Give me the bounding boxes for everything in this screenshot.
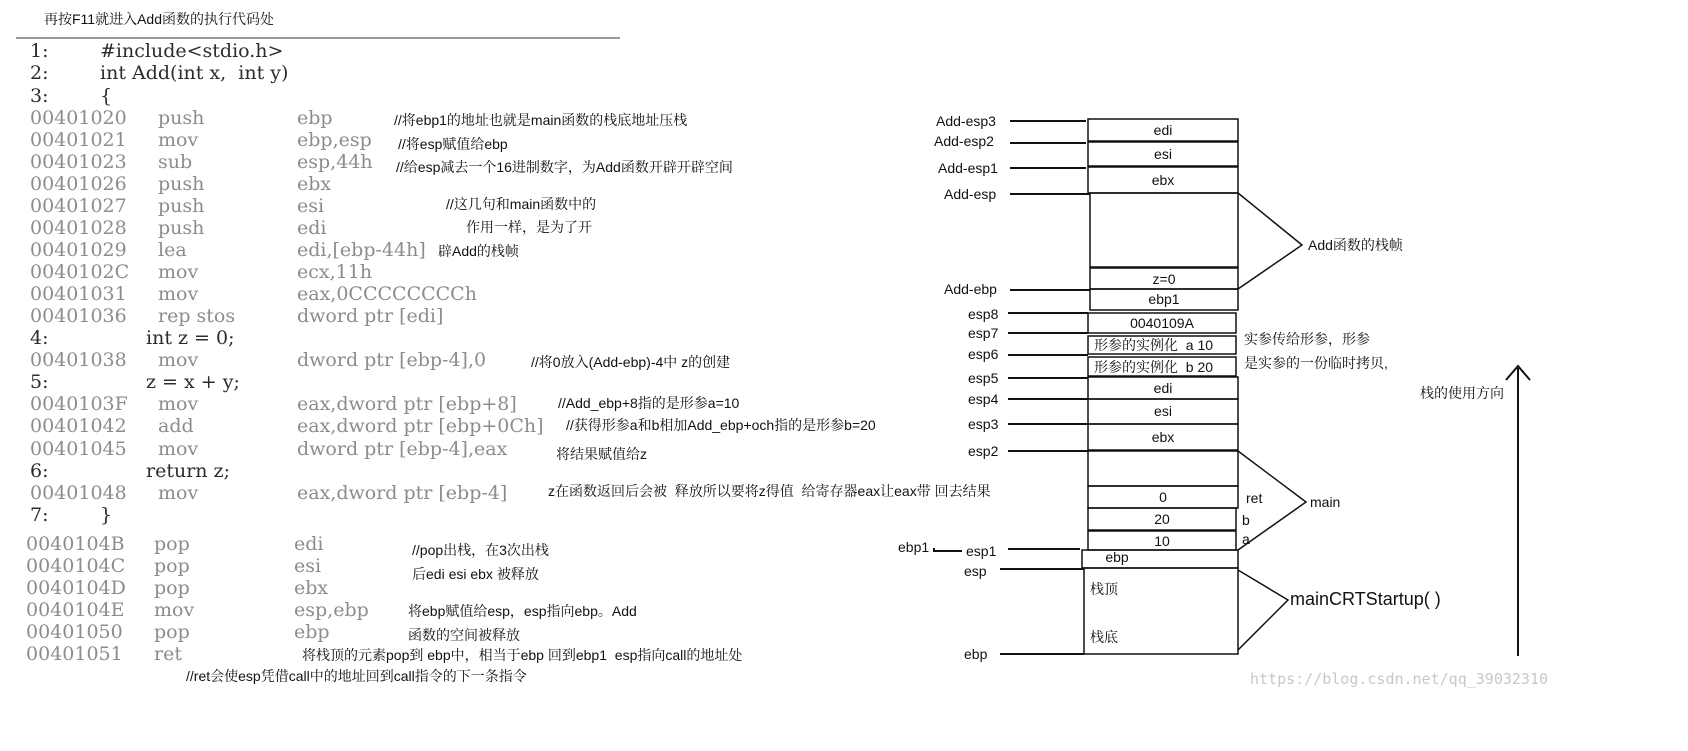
comment-9: //获得形参a和b相加Add_ebp+och指的是形参b=20 <box>566 417 876 433</box>
comment-15: 函数的空间被释放 <box>408 627 520 643</box>
label-add-esp3: Add-esp3 <box>936 113 996 129</box>
code-address: 00401042 <box>30 415 127 437</box>
comment-13: 后edi esi ebx 被释放 <box>412 566 539 582</box>
source-line: int z = 0; <box>146 327 235 349</box>
label-esp7: esp7 <box>968 325 999 341</box>
code-address: 2: <box>30 62 49 84</box>
label-add-esp2: Add-esp2 <box>934 133 994 149</box>
comment-3: //给esp减去一个16进制数字，为Add函数开辟开辟空间 <box>396 159 733 175</box>
cell-return-addr: 0040109A <box>1130 315 1194 331</box>
code-address: 0040102C <box>30 261 130 283</box>
source-line: int Add(int x, int y) <box>100 62 289 84</box>
label-add-ebp: Add-ebp <box>944 281 997 297</box>
a-label: a <box>1242 531 1250 547</box>
asm-operands: ecx,11h <box>297 261 373 283</box>
direction-label: 栈的使用方向 <box>1420 385 1504 401</box>
cell-param-b: 形参的实例化 b 20 <box>1094 359 1214 375</box>
cell-a-10: 10 <box>1154 533 1170 549</box>
comment-14: 将ebp赋值给esp，esp指向ebp。Add <box>408 603 637 619</box>
comment-17: //ret会使esp凭借call中的地址回到call指令的下一条指令 <box>186 668 527 684</box>
asm-opcode: mov <box>158 482 199 504</box>
asm-operands: esi <box>297 195 325 217</box>
code-address: 00401023 <box>30 151 127 173</box>
label-esp2: esp2 <box>968 443 999 459</box>
asm-opcode: push <box>158 173 205 195</box>
asm-opcode: pop <box>154 621 190 643</box>
asm-opcode: push <box>158 195 205 217</box>
code-address: 6: <box>30 460 49 482</box>
cell-ret-0: 0 <box>1159 489 1167 505</box>
code-address: 0040104B <box>26 533 125 555</box>
comment-2: //将esp赋值给ebp <box>398 136 508 152</box>
comment-7: //将0放入(Add-ebp)-4中 z的创建 <box>531 354 731 370</box>
code-address: 00401026 <box>30 173 127 195</box>
comment-8: //Add_ebp+8指的是形参a=10 <box>558 395 740 411</box>
source-line: return z; <box>146 460 230 482</box>
label-esp3: esp3 <box>968 416 999 432</box>
code-address: 00401045 <box>30 438 127 460</box>
param-note-2: 是实参的一份临时拷贝, <box>1244 355 1388 371</box>
code-address: 00401031 <box>30 283 127 305</box>
code-address: 00401036 <box>30 305 127 327</box>
cell-edi-top: edi <box>1153 122 1173 138</box>
label-add-esp1: Add-esp1 <box>938 160 998 176</box>
asm-opcode: ret <box>154 643 182 665</box>
asm-operands: dword ptr [ebp-4],eax <box>297 438 508 460</box>
label-esp6: esp6 <box>968 346 999 362</box>
cell-ebx: ebx <box>1151 429 1175 445</box>
asm-opcode: rep stos <box>158 305 236 327</box>
asm-operands: dword ptr [edi] <box>297 305 444 327</box>
page-title: 再按F11就进入Add函数的执行代码处 <box>44 11 274 27</box>
asm-operands: dword ptr [ebp-4],0 <box>297 349 487 371</box>
comment-16: 将栈顶的元素pop到 ebp中，相当于ebp 回到ebp1 esp指向call的地址处 <box>302 647 743 663</box>
main-label: main <box>1310 494 1341 510</box>
code-address: 0040103F <box>30 393 128 415</box>
cell-edi: edi <box>1153 380 1173 396</box>
asm-operands: edi <box>297 217 327 239</box>
asm-opcode: mov <box>158 438 199 460</box>
asm-opcode: sub <box>158 151 193 173</box>
cell-ebx-top: ebx <box>1151 172 1175 188</box>
asm-operands: ebp <box>294 621 330 643</box>
comment-11: z在函数返回后会被 释放所以要将z得值 给寄存器eax让eax带 回去结果 <box>548 483 991 499</box>
asm-operands: edi <box>294 533 324 555</box>
asm-opcode: add <box>158 415 194 437</box>
cell-param-a: 形参的实例化 a 10 <box>1094 337 1214 353</box>
comment-6: 辟Add的栈帧 <box>438 243 519 259</box>
asm-operands: eax,0CCCCCCCCh <box>297 283 477 305</box>
asm-operands: edi,[ebp-44h] <box>297 239 426 261</box>
label-esp5: esp5 <box>968 370 999 386</box>
label-add-esp: Add-esp <box>944 186 997 202</box>
code-address: 3: <box>30 85 49 107</box>
cell-stack-bottom: 栈底 <box>1090 629 1118 645</box>
cell-ebp: ebp <box>1105 549 1129 565</box>
code-address: 00401038 <box>30 349 127 371</box>
code-address: 00401021 <box>30 129 127 151</box>
code-address: 00401051 <box>26 643 123 665</box>
asm-opcode: pop <box>154 533 190 555</box>
code-address: 00401050 <box>26 621 123 643</box>
source-line: z = x + y; <box>146 371 240 393</box>
label-esp1: esp1 <box>966 543 997 559</box>
cell-b-20: 20 <box>1154 511 1170 527</box>
asm-opcode: push <box>158 217 205 239</box>
asm-operands: esp,ebp <box>294 599 369 621</box>
code-address: 0040104E <box>26 599 125 621</box>
comment-10: 将结果赋值给z <box>556 446 647 462</box>
asm-opcode: push <box>158 107 205 129</box>
comment-5: 作用一样，是为了开 <box>466 219 592 235</box>
asm-operands: ebp <box>297 107 333 129</box>
brace-shapes <box>1238 193 1306 650</box>
label-ebp: ebp <box>964 646 988 662</box>
direction-arrow <box>1506 366 1530 656</box>
ret-label: ret <box>1246 490 1263 506</box>
code-address: 00401028 <box>30 217 127 239</box>
watermark: https://blog.csdn.net/qq_39032310 <box>1250 670 1549 688</box>
code-address: 7: <box>30 504 49 526</box>
asm-operands: ebx <box>297 173 332 195</box>
asm-opcode: mov <box>158 129 199 151</box>
param-note-1: 实参传给形参，形参 <box>1244 331 1370 347</box>
asm-operands: esp,44h <box>297 151 373 173</box>
source-line: } <box>100 504 113 526</box>
asm-operands: eax,dword ptr [ebp+0Ch] <box>297 415 544 437</box>
cell-z: z=0 <box>1152 271 1176 287</box>
asm-opcode: mov <box>158 393 199 415</box>
asm-operands: esi <box>294 555 322 577</box>
code-address: 00401027 <box>30 195 127 217</box>
asm-opcode: mov <box>154 599 195 621</box>
label-esp8: esp8 <box>968 306 999 322</box>
crt-label: mainCRTStartup( ) <box>1290 589 1441 609</box>
code-address: 0040104D <box>26 577 126 599</box>
asm-operands: eax,dword ptr [ebp-4] <box>297 482 508 504</box>
b-label: b <box>1242 512 1250 528</box>
add-frame-label: Add函数的栈帧 <box>1308 237 1403 253</box>
cell-esi-top: esi <box>1154 146 1172 162</box>
label-ebp1: ebp1 <box>898 539 930 555</box>
code-address: 0040104C <box>26 555 126 577</box>
asm-opcode: mov <box>158 349 199 371</box>
label-esp: esp <box>964 563 987 579</box>
cell-ebp1: ebp1 <box>1148 291 1180 307</box>
code-address: 1: <box>30 40 49 62</box>
asm-opcode: pop <box>154 555 190 577</box>
asm-operands: eax,dword ptr [ebp+8] <box>297 393 517 415</box>
label-esp4: esp4 <box>968 391 999 407</box>
code-address: 00401029 <box>30 239 127 261</box>
asm-opcode: mov <box>158 261 199 283</box>
asm-opcode: lea <box>158 239 187 261</box>
comment-1: //将ebp1的地址也就是main函数的栈底地址压栈 <box>394 112 688 128</box>
asm-opcode: mov <box>158 283 199 305</box>
cell-esi: esi <box>1154 403 1172 419</box>
source-line: { <box>100 85 113 107</box>
code-address: 00401048 <box>30 482 127 504</box>
code-address: 00401020 <box>30 107 127 129</box>
code-address: 4: <box>30 327 49 349</box>
comment-4: //这几句和main函数中的 <box>446 196 597 212</box>
asm-operands: ebp,esp <box>297 129 372 151</box>
asm-operands: ebx <box>294 577 329 599</box>
source-line: #include<stdio.h> <box>100 40 284 62</box>
cell-stack-top: 栈顶 <box>1090 581 1118 597</box>
code-address: 5: <box>30 371 49 393</box>
comment-12: //pop出栈，在3次出栈 <box>412 542 549 558</box>
asm-opcode: pop <box>154 577 190 599</box>
